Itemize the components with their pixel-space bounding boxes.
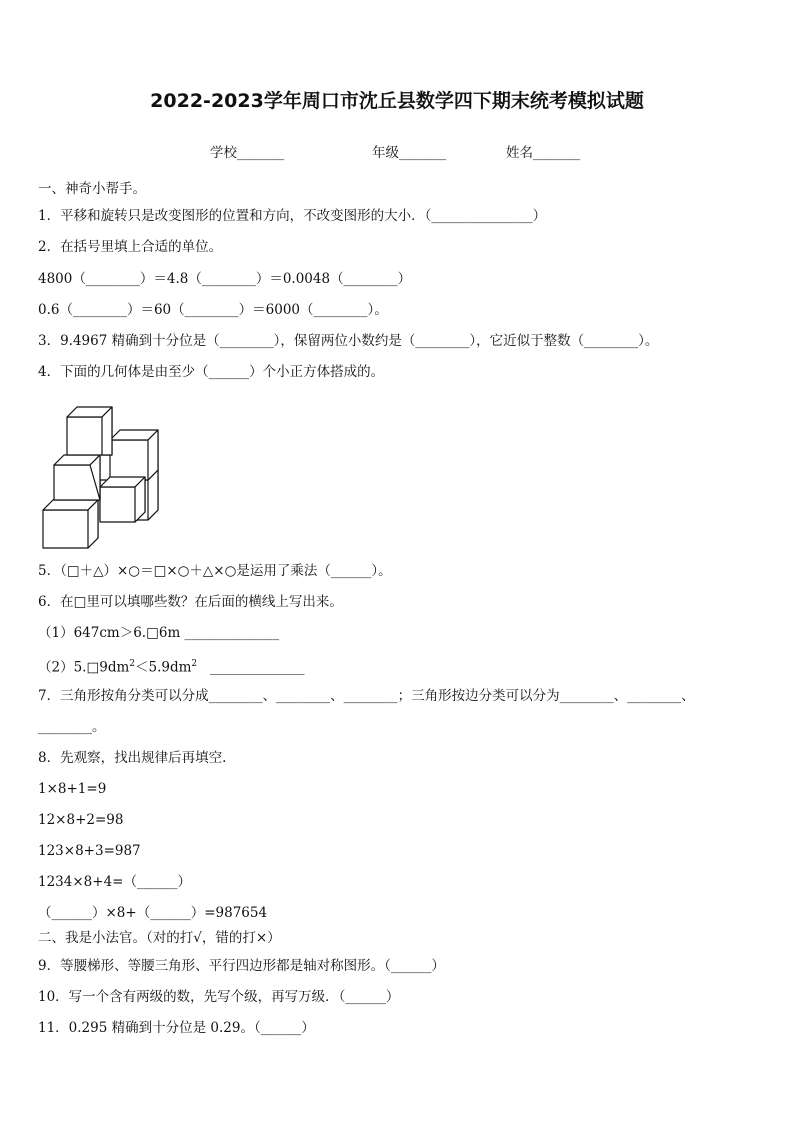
question-6-part-2: $(2)5.□9dm^2<5.9dm^2$ ______________	[38, 659, 305, 676]
question-2: 2．在括号里填上合适的单位。	[38, 239, 223, 255]
pattern-line-1: 1×8+1=9	[38, 781, 107, 797]
pattern-line-3: 123×8+3=987	[38, 843, 141, 859]
question-3: 3．9.4967 精确到十分位是（________），保留两位小数约是（________），它近似于整数（________）。	[38, 333, 659, 349]
question-5: 5．（□＋△）×○＝□×○＋△×○是运用了乘法（______）。	[38, 563, 392, 579]
question-9: 9．等腰梯形、等腰三角形、平行四边形都是轴对称图形。（______）	[38, 958, 445, 974]
question-10: 10．写一个含有两级的数，先写个级，再写万级．（______）	[38, 989, 400, 1005]
grade-field: 年级_______	[372, 145, 447, 161]
school-field: 学校_______	[210, 145, 285, 161]
name-field: 姓名_______	[506, 145, 581, 161]
pattern-line-5: （______）×8+（______）=987654	[38, 905, 268, 921]
question-4: 4．下面的几何体是由至少（______）个小正方体搭成的。	[38, 364, 385, 380]
section-2-heading: 二、我是小法官。（对的打√，错的打×）	[38, 930, 281, 946]
question-1: 1．平移和旋转只是改变图形的位置和方向，不改变图形的大小．（_______________）	[38, 208, 547, 224]
question-7: 7．三角形按角分类可以分成________、________、________；三角形按边分类可以分为________、________、	[38, 688, 695, 704]
question-2-row-1: 4800（________）＝4.8（________）＝0.0048（________）	[38, 271, 412, 287]
section-1-heading: 一、神奇小帮手。	[38, 181, 146, 197]
pattern-line-2: 12×8+2=98	[38, 812, 124, 828]
page-title: 2022-2023学年周口市沈丘县数学四下期末统考模拟试题	[150, 90, 644, 112]
question-7-continued: ________。	[38, 719, 106, 735]
cube-stack-figure	[40, 400, 165, 550]
question-11: 11．0.295 精确到十分位是 0.29。（______）	[38, 1020, 315, 1036]
pattern-line-4: 1234×8+4=（______）	[38, 874, 191, 890]
question-2-row-2: 0.6（________）＝60（________）＝6000（________）。	[38, 302, 388, 318]
question-6-part-1: （1）647cm＞6.□6m ______________	[38, 625, 280, 641]
question-8: 8．先观察，找出规律后再填空.	[38, 750, 227, 766]
question-6: 6．在□里可以填哪些数？在后面的横线上写出来。	[38, 594, 343, 610]
